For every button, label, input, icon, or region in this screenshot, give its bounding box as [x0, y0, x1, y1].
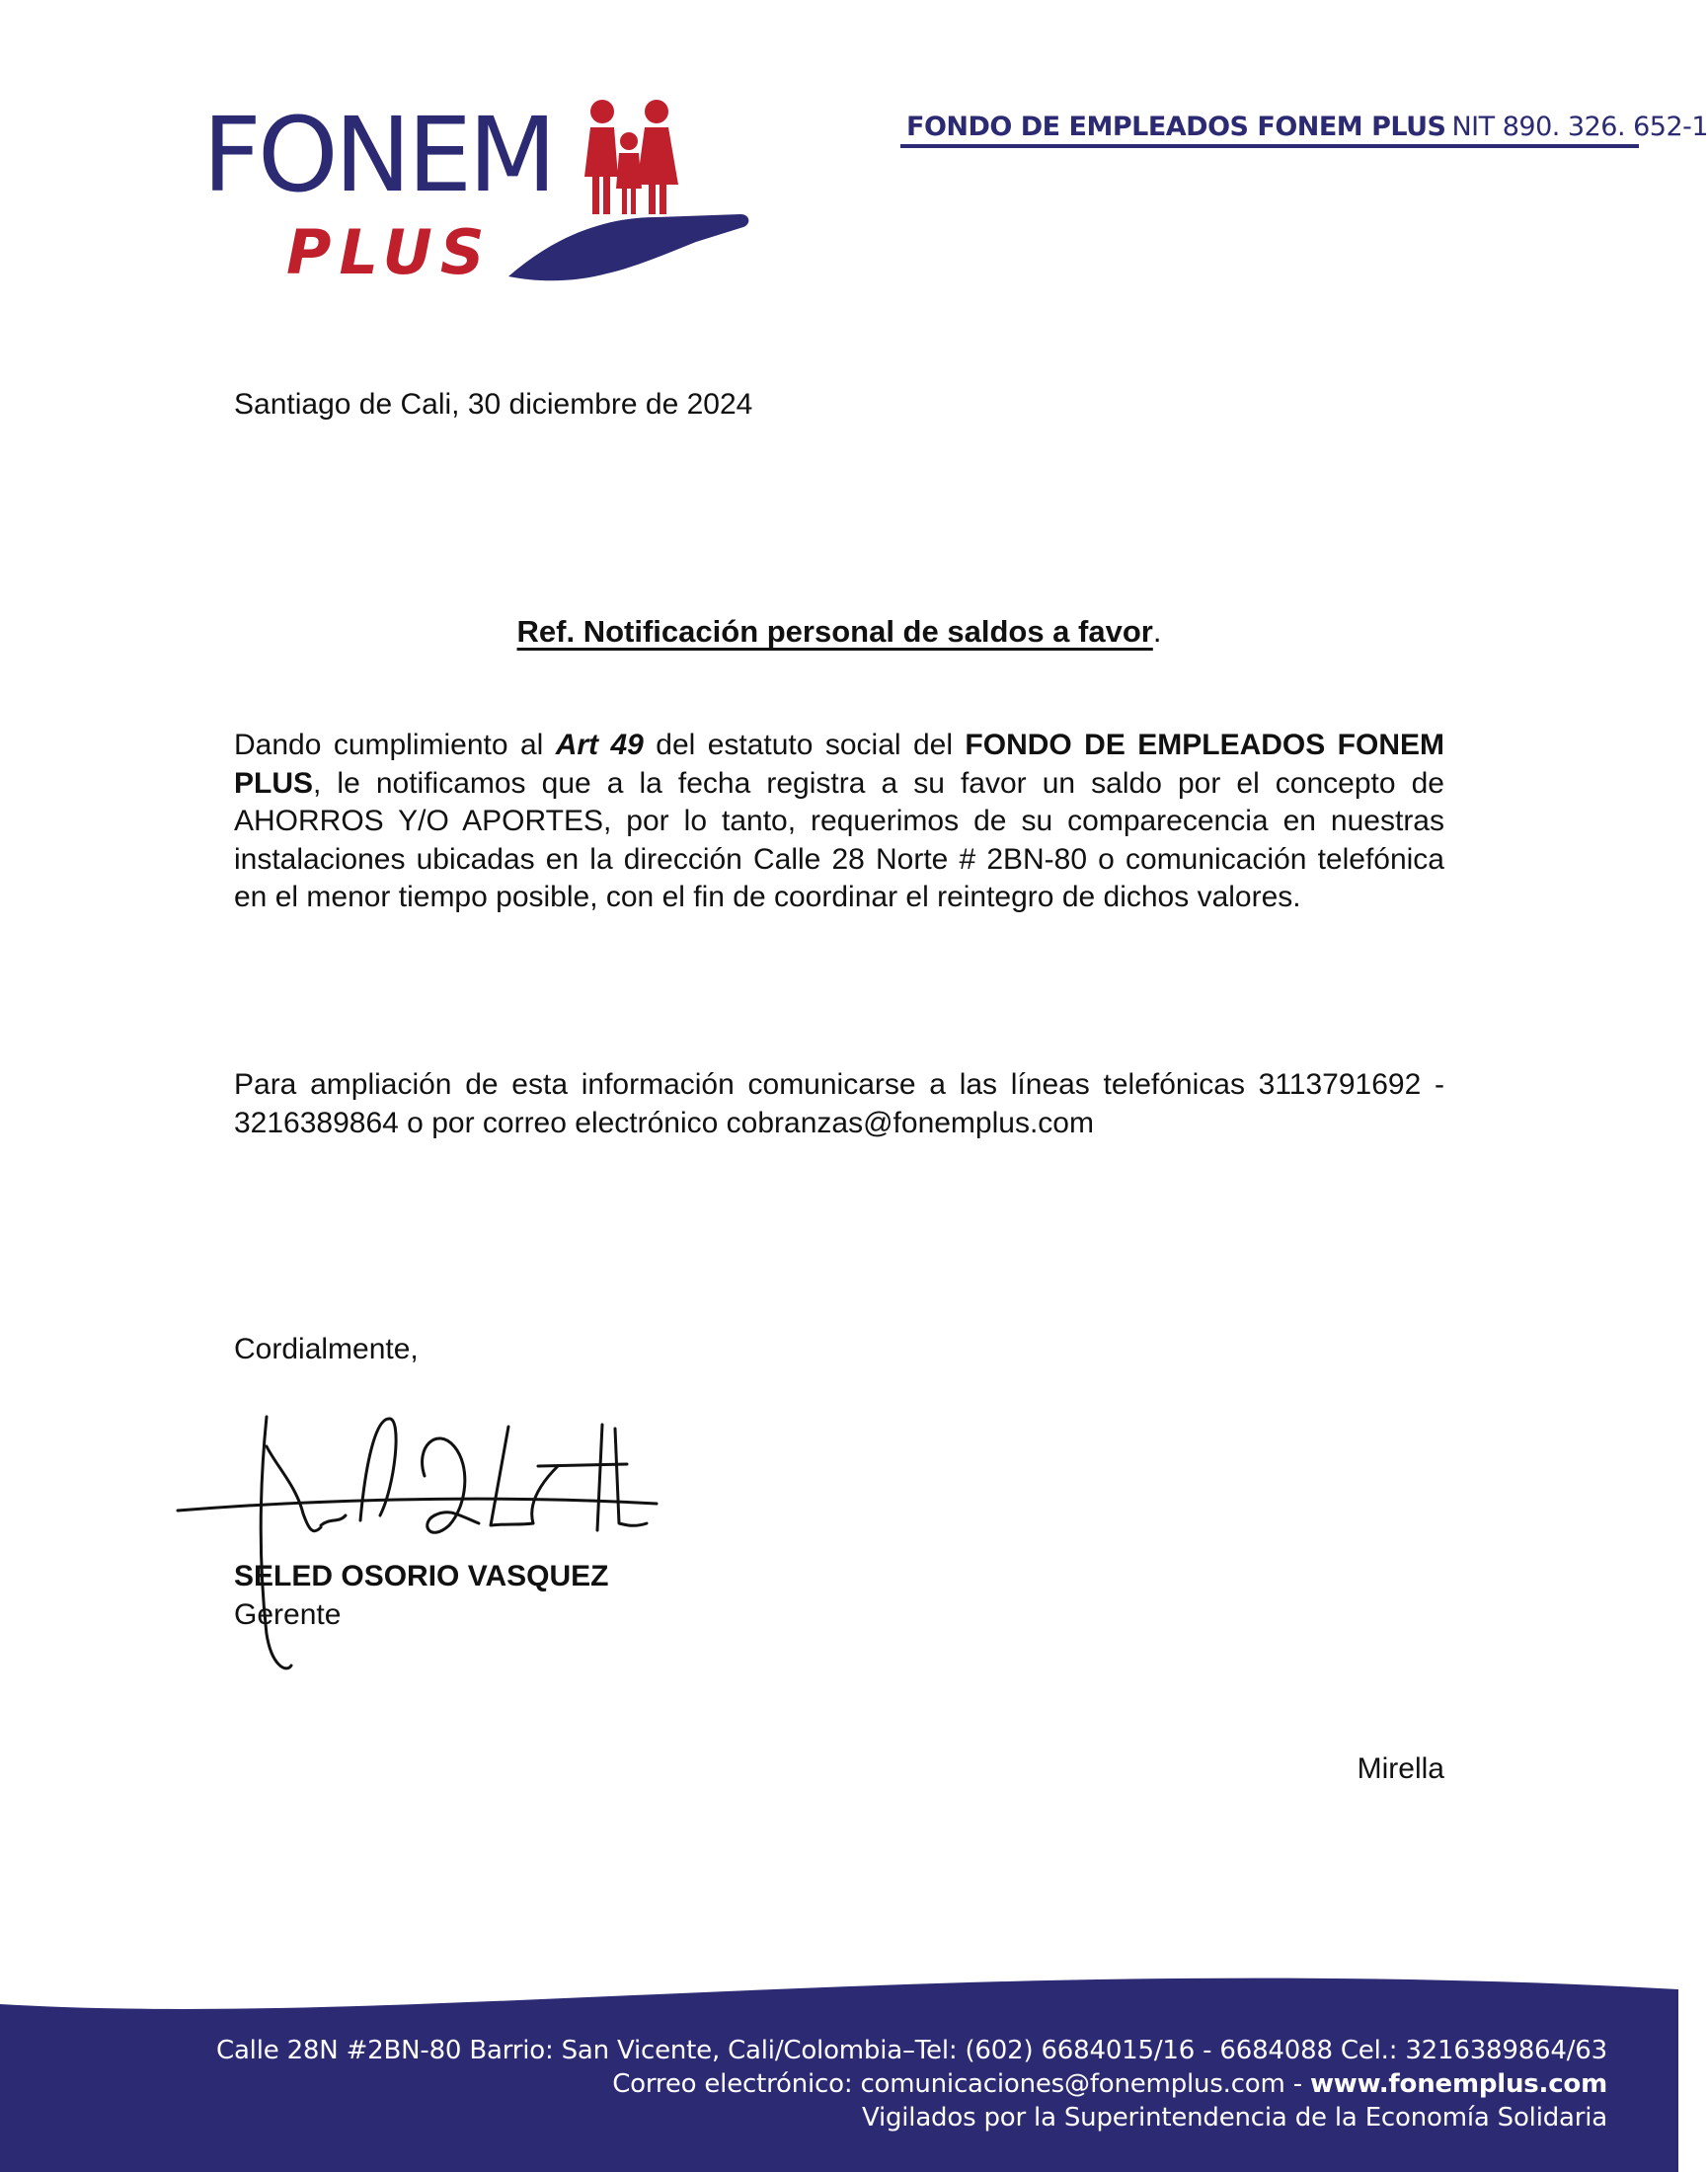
- body-paragraph-2: Para ampliación de esta información comunicarse a las líneas telefónicas 3113791692 - 3216389864 o por correo electrónico cobranzas@fonemplus.com: [234, 1068, 1444, 1139]
- header-org-line: [900, 112, 1708, 148]
- footer-website: www.fonemplus.com: [1309, 2069, 1607, 2099]
- footer-email-line: Correo electrónico: comunicaciones@fonemplus.com - www.fonemplus.com: [612, 2069, 1607, 2099]
- footer-address: Calle 28N #2BN-80 Barrio: San Vicente, Cali/Colombia–Tel: (602) 6684015/16 - 6684088 Cel.: 3216389864/63: [216, 2036, 1607, 2065]
- signer-role: Gerente: [234, 1598, 342, 1631]
- family-icon: [584, 100, 678, 214]
- article-reference: Art 49: [555, 729, 644, 761]
- reference-period: .: [1152, 614, 1162, 649]
- header-org-name: FONDO DE EMPLEADOS FONEM PLUS: [906, 112, 1446, 142]
- fonem-plus-logo: [202, 94, 755, 291]
- logo-text-fonem: FONEM: [202, 95, 553, 215]
- typist-initials: Mirella: [1357, 1752, 1444, 1785]
- hand-icon: [508, 214, 748, 280]
- logo-text-plus: PLUS: [286, 216, 493, 288]
- footer-contact: [216, 2034, 1607, 2134]
- body-paragraph-1: Dando cumplimiento al Art 49 del estatuto social del FONDO DE EMPLEADOS FONEM PLUS, le notificamos que a la fecha registra a su favor un saldo por el concepto de AHORROS Y/O APORTES, por lo tanto, requerimos de su comparecencia en nuestras instalaciones ubicadas en la dirección Calle 28 Norte # 2BN-80 o comunicación telefónica en el menor tiempo posible, con el fin de coordinar el reintegro de dichos valores.: [234, 729, 1444, 913]
- letter-date: Santiago de Cali, 30 diciembre de 2024: [234, 388, 753, 421]
- footer-supervision: Vigilados por la Superintendencia de la Economía Solidaria: [861, 2103, 1607, 2133]
- org-name-bold: FONDO DE EMPLEADOS FONEM PLUS: [234, 729, 1444, 800]
- reference-title: Ref. Notificación personal de saldos a favor: [516, 614, 1153, 649]
- closing: Cordialmente,: [234, 1333, 419, 1365]
- handwritten-signature-icon: [183, 1407, 676, 1673]
- reference-line: [0, 614, 1678, 650]
- header-nit: NIT 890. 326. 652-1: [1451, 112, 1708, 142]
- signer-name: SELED OSORIO VASQUEZ: [234, 1560, 609, 1592]
